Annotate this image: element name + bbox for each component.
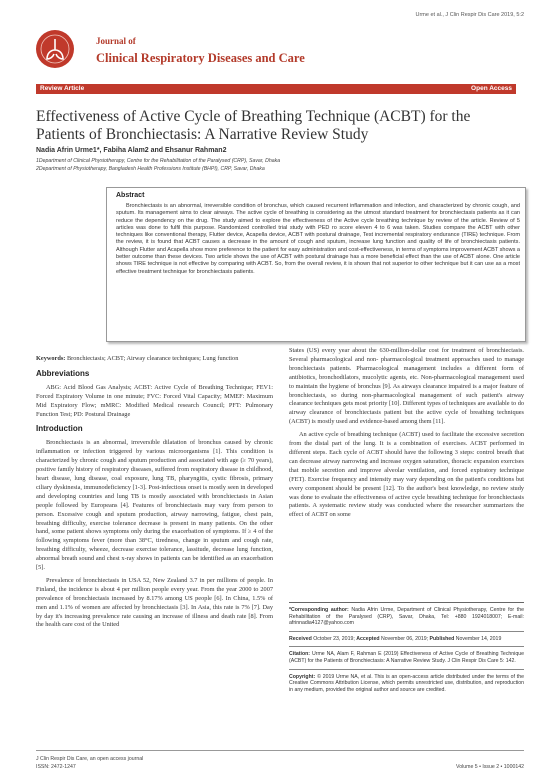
abstract-heading: Abstract (116, 192, 145, 199)
corresponding-text: Nadia Afrin Urme, Department of Clinical Physiotherapy, Centre for the Rehabilitation of the Paralysed (CRP), Savar, Dhaka, Tel: +880 1924018007; E-mail: afrinnadia4127@yahoo.com (289, 607, 524, 627)
left-column (36, 355, 273, 634)
right-column (289, 347, 524, 524)
article-type: Review Article (40, 85, 85, 92)
affiliation-1: 1Department of Clinical Physiotherapy, Centre for the Rehabilitation of the Paralysed (CRP), Savar, Dhaka (36, 158, 281, 164)
citation-label: Citation: (289, 651, 311, 658)
introduction-heading: Introduction (36, 424, 83, 434)
accepted-label: Accepted (356, 635, 380, 642)
intro-paragraph-3: States (US) every year about the 630-million-dollar cost for treatment of bronchiectasis. Several pharmacological and non- pharmacological treatment approaches used to manage bronchiectasis patients. Pharmacological management includes a different form of antibiotics, bronchodilators, mucolytic agents, etc. Non-pharmacological management used to maintain the hygiene of bronchus [9]. As airways clearance impaired is a major feature of bronchiectasis, so during non-pharmacological management of such patient's airway clearance techniques gets most priority [10]. Different types of techniques are available to do airway clearance of bronchiectasis patient but the active cycle of breathing techniques (ACBT) is mostly used and evidence-based among them [11]. (289, 347, 524, 426)
intro-paragraph-1: Bronchiectasis is an abnormal, irreversible dilatation of bronchus caused by chronic inflammation or infection triggered by various microorganisms [1]. This condition is characterized by chronic cough and sputum production and associated with age (≥ 70 years), positive family history of respiratory diseases, suffered from respiratory disease in childhood, heart disease, lung disease, coal exposure, lung TB, pharyngitis, cystic fibrosis, primary ciliary dyskinesia, immunodeficiency [1-3]. Post-infectious onset is mostly seen in developed and developing countries and lung TB is mostly associated with bronchiectasis in Asian people followed by Europeans [4]. Features of bronchiectasis may vary from person to person. Excessive cough and sputum production, airway narrowing, fatigue, chest pain, breathing difficulty, exercise tolerance decrease is present in many patients. On the other hand, some patient shows symptoms only during the exacerbation of symptoms. If ≥ 4 of the following symptoms fever (more than 38°C, tiredness, change in sputum and cough rate, breathing difficulty, wheeze, decrease exercise tolerance, lassitude, decrease lung function, abnormal breath sound and chest x-ray shows in patients can be identified as an exacerbation [5]. (36, 439, 273, 572)
publication-dates (289, 636, 524, 643)
corresponding-author (289, 607, 524, 627)
running-citation: Urme et al., J Clin Respir Dis Care 2019, 5:2 (415, 12, 524, 18)
accepted-date: November 06, 2019; (381, 635, 429, 642)
published-date: November 14, 2019 (455, 635, 502, 642)
footer-issn: ISSN: 2472-1247 (36, 763, 76, 770)
abbreviations-heading: Abbreviations (36, 368, 90, 378)
article-type-band (36, 84, 516, 94)
intro-paragraph-2: Prevalence of bronchiectasis in USA 52, New Zealand 3.7 in per millions of people. In Finland, the incidence is about 4 per million people every year. From the year 2000 to 2007 prevalence of bronchiectasis increased by 8.17% among US people [6]. In China, 1.5% of men and 1.1% of women are affected by bronchiectasis [3]. In Asia, this rate is 7% [7]. Day by day it's increasing prevalence rate causing an increase of illness and death rate [8]. From the health care cost of the United (36, 576, 273, 629)
abbreviations-text: ABG: Acid Blood Gas Analysis; ACBT: Active Cycle of Breathing Technique; FEV1: Forced Expiratory Volume in one minute; FVC: Forced Vital Capacity; MMEF: Maximum Mid Expiratory Flow; mMRC: Modified Medical research Council; PFT: Pulmonary Function Test; PD: Postural Drainage (36, 383, 273, 418)
abstract-box (106, 187, 526, 342)
corresponding-label: *Corresponding author: (289, 607, 349, 613)
affiliation-2: 2Department of Physiotherapy, Bangladesh Health Professions Institute (BHPI), CRP, Savar, Dhaka (36, 166, 265, 172)
footer-volume: Volume 5 • Issue 2 • 1000142 (456, 764, 524, 770)
received-label: Received (289, 635, 312, 642)
copyright-label: Copyright: (289, 673, 316, 680)
journal-name: Clinical Respiratory Diseases and Care (96, 51, 305, 65)
footer-divider (36, 750, 524, 751)
copyright-text: © 2019 Urme NA, et al. This is an open-access article distributed under the terms of the Creative Commons Attribution License, which permits unrestricted use, distribution, and reproduction in any medium, provided the original author and source are credited. (289, 673, 524, 693)
journal-logo-icon (36, 30, 74, 68)
copyright-note (289, 674, 524, 694)
article-notes (289, 602, 524, 697)
open-access-badge: Open Access (471, 85, 512, 92)
abstract-text: Bronchiectasis is an abnormal, irreversible condition of bronchus, which caused recurrent inflammation and infection, and characterized by chronic cough, and sputum. Its management aims to clear airways. The active cycle of breathing is considering as the utmost standard treatment for bronchiectasis patients as it can reduce the dependency on the drug. The study aimed to explore the effectiveness of the Active cycle breathing technique by review of the article. Review of 5 articles was done to fulfil this purpose. Randomized controlled trial study with PED ro score eleven 4 to 6 was taken. Studies compare the ACBT with other techniques like conventional therapy, Flutter device, Acapella device, ACBT with postural drainage, Test incremental respiratory endurance (TIRE) technique. From the review, it is found that ACBT causes a decrease in the amount of cough and sputum, increase lung function and quality of life of bronchiectasis patients. Although Flutter and Acapella show more preference to the patient for easy administration and cost-effectiveness, in terms of symptoms improvement ACBT shows a better outcome than these devices. Two article shows the use of ACBT with postural drainage has a more beneficial effect than the use of ACBT alone. One article shows TIRE technique is not effective by comparing with ACBT. So, from the overall review, it is shown that not superior to other technique but it can use as a most effective treatment technique for bronchiectasis patients. (116, 203, 520, 275)
keywords (36, 355, 273, 364)
received-date: October 23, 2019; (313, 635, 355, 642)
published-label: Published (429, 635, 455, 642)
footer-journal: J Clin Respir Dis Care, an open access journal (36, 756, 144, 762)
intro-paragraph-4: An active cycle of breathing technique (ACBT) used to facilitate the excessive secretion from the distal part of the lung. It is a combination of exercises. ACBT performed in different steps. Each cycle of ACBT should have the following 3 steps: control breath that can decrease airway narrowing and increase oxygen saturation, thoracic expansion exercises that mobile secretion and improve alveolar ventilation, and forced expiratory technique (FET). Exercise frequency and intensity may vary depending on the patient's conditions but every component should be present [12]. To the author's best knowledge, no review study was done to evaluate the effectiveness of active cycle breathing technique for bronchiectasis patients. A systematic review study was conducted where the researcher summarizes the effect of ACBT on some (289, 431, 524, 519)
journal-of-label: Journal of (96, 36, 136, 46)
author-list: Nadia Afrin Urme1*, Fabiha Alam2 and Ehsanur Rahman2 (36, 147, 227, 154)
citation-text: Urme NA, Alam F, Rahman E (2019) Effectiveness of Active Cycle of Breathing Technique (ACBT) for the Patients of Bronchiectasis: A Narrative Review Study. J Clin Respir Dis Care 5: 142. (289, 651, 524, 664)
citation-note (289, 651, 524, 664)
keywords-text: Bronchiectasis; ACBT; Airway clearance techniques; Lung function (66, 355, 239, 362)
article-title: Effectiveness of Active Cycle of Breathing Technique (ACBT) for the Patients of Bronchiectasis: A Narrative Review Study (36, 108, 471, 143)
keywords-label: Keywords: (36, 355, 66, 362)
footer-left (36, 756, 143, 771)
